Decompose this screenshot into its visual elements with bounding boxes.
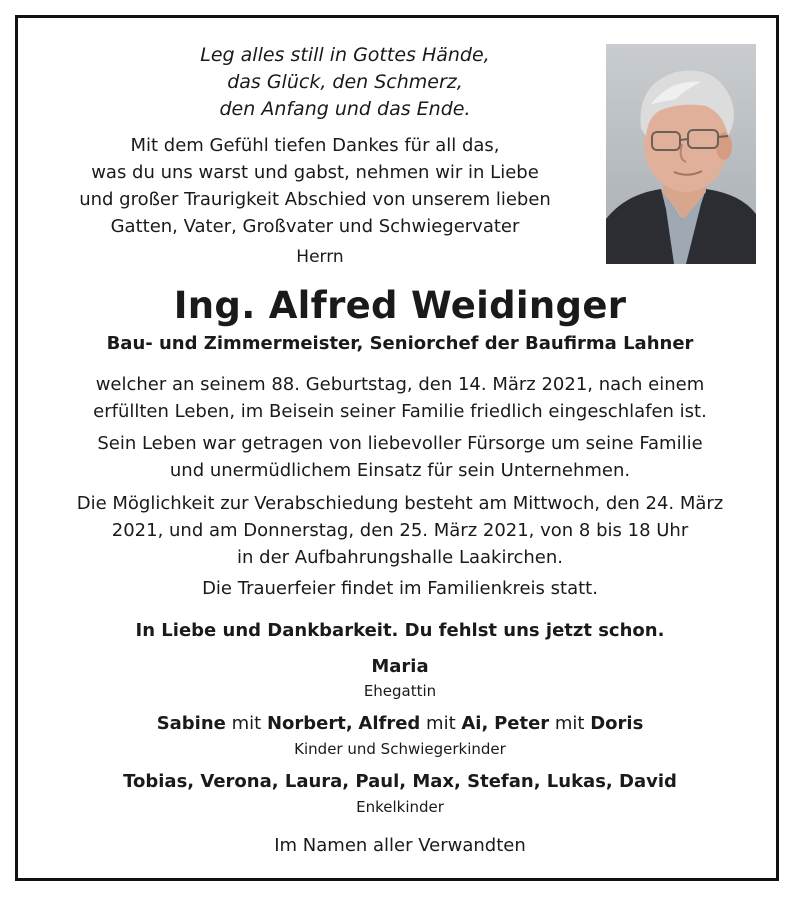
paragraph-line: welcher an seinem 88. Geburtstag, den 14. März 2021, nach einem — [95, 374, 705, 395]
death-paragraph — [0, 371, 800, 425]
paragraph-line: Die Möglichkeit zur Verabschiedung besteht am Mittwoch, den 24. März — [76, 493, 724, 514]
poem-line: den Anfang und das Ende. — [219, 98, 471, 120]
poem-line: das Glück, den Schmerz, — [227, 71, 463, 93]
children-role: Kinder und Schwiegerkinder — [294, 740, 506, 758]
child-name: Norbert, — [266, 713, 353, 734]
grandchildren-role: Enkelkinder — [356, 798, 444, 816]
child-name: Peter — [494, 713, 550, 734]
portrait-photo — [606, 44, 756, 264]
ceremony-line: Die Trauerfeier findet im Familienkreis statt. — [202, 578, 598, 599]
with-word: mit — [231, 713, 262, 734]
intro-text — [45, 132, 585, 240]
paragraph-line: und unermüdlichem Einsatz für sein Unternehmen. — [169, 460, 631, 481]
child-name: Sabine — [156, 713, 226, 734]
poem — [120, 42, 570, 123]
closing-line: Im Namen aller Verwandten — [274, 835, 526, 856]
love-line: In Liebe und Dankbarkeit. Du fehlst uns jetzt schon. — [135, 620, 665, 641]
intro-line: Mit dem Gefühl tiefen Dankes für all das, — [130, 135, 500, 156]
with-word: mit — [554, 713, 585, 734]
spouse-role: Ehegattin — [363, 682, 437, 700]
life-paragraph — [0, 430, 800, 484]
child-name: Doris — [590, 713, 644, 734]
spouse-name: Maria — [371, 656, 429, 677]
deceased-name: Ing. Alfred Weidinger — [173, 284, 627, 327]
deceased-title: Bau- und Zimmermeister, Seniorchef der Baufirma Lahner — [106, 333, 694, 354]
paragraph-line: 2021, und am Donnerstag, den 25. März 2021, von 8 bis 18 Uhr — [111, 520, 689, 541]
child-name: Alfred — [358, 713, 421, 734]
intro-line: und großer Traurigkeit Abschied von unserem lieben — [79, 189, 551, 210]
intro-line: was du uns warst und gabst, nehmen wir in Liebe — [91, 162, 539, 183]
with-word: mit — [426, 713, 456, 734]
poem-line: Leg alles still in Gottes Hände, — [200, 44, 490, 66]
farewell-paragraph — [0, 490, 800, 571]
grandchildren-names: Tobias, Verona, Laura, Paul, Max, Stefan, Lukas, David — [123, 771, 677, 792]
child-name: Ai, — [461, 713, 489, 734]
portrait-photo-icon — [606, 44, 756, 264]
children-names — [0, 711, 800, 737]
paragraph-line: in der Aufbahrungshalle Laakirchen. — [237, 547, 563, 568]
salutation: Herrn — [296, 247, 344, 267]
intro-line: Gatten, Vater, Großvater und Schwiegervater — [110, 216, 520, 237]
paragraph-line: erfüllten Leben, im Beisein seiner Familie friedlich eingeschlafen ist. — [93, 401, 707, 422]
paragraph-line: Sein Leben war getragen von liebevoller Fürsorge um seine Familie — [97, 433, 703, 454]
